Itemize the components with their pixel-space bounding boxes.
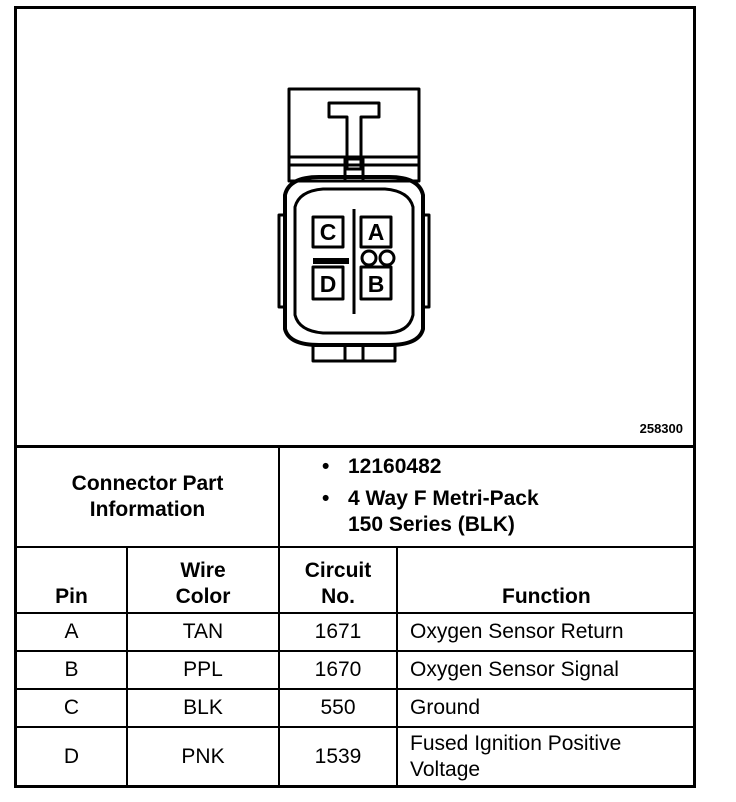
diagram-frame <box>14 6 696 788</box>
header-row <box>17 547 693 613</box>
pin-cell: D <box>17 727 127 787</box>
connector-info-values <box>279 447 693 547</box>
function-cell: Oxygen Sensor Signal <box>397 651 693 689</box>
pinout-table <box>17 445 693 787</box>
header-circuit: Circuit No. <box>279 547 397 613</box>
wire-color-cell: BLK <box>127 689 279 727</box>
table-row <box>17 651 693 689</box>
pin-cell: B <box>17 651 127 689</box>
wire-color-cell: PNK <box>127 727 279 787</box>
connector-type-line1: • 4 Way F Metri-Pack <box>348 487 539 510</box>
connector-info-label-line2: Information <box>89 497 206 521</box>
pin-cell: C <box>17 689 127 727</box>
function-cell: Oxygen Sensor Return <box>397 613 693 651</box>
connector-type-line2: 150 Series (BLK) <box>348 513 515 536</box>
header-function: Function <box>397 547 693 613</box>
connector-figure <box>17 9 693 445</box>
wire-color-cell: PPL <box>127 651 279 689</box>
circuit-cell: 550 <box>279 689 397 727</box>
connector-info-item <box>320 454 693 480</box>
pin-label-d: D <box>319 271 337 297</box>
connector-info-row <box>17 447 693 547</box>
function-cell: Ground <box>397 689 693 727</box>
circuit-cell: 1539 <box>279 727 397 787</box>
connector-drawing <box>17 9 693 445</box>
figure-id: 258300 <box>639 421 683 436</box>
part-number: • 12160482 <box>348 455 442 478</box>
pin-label-c: C <box>319 219 337 245</box>
connector-info-label <box>17 447 279 547</box>
table-row <box>17 727 693 787</box>
connector-info-label-line1: Connector Part <box>71 471 224 495</box>
circuit-cell: 1671 <box>279 613 397 651</box>
table-row <box>17 689 693 727</box>
pin-label-a: A <box>367 219 385 245</box>
table-row <box>17 613 693 651</box>
function-cell: Fused Ignition Positive Voltage <box>397 727 693 787</box>
plug-circle-2 <box>380 251 394 265</box>
wire-color-cell: TAN <box>127 613 279 651</box>
circuit-cell: 1670 <box>279 651 397 689</box>
connector-info-item <box>320 486 693 538</box>
header-wire-color: Wire Color <box>127 547 279 613</box>
plug-circle-1 <box>362 251 376 265</box>
header-pin: Pin <box>17 547 127 613</box>
pin-label-b: B <box>367 271 385 297</box>
pin-cell: A <box>17 613 127 651</box>
